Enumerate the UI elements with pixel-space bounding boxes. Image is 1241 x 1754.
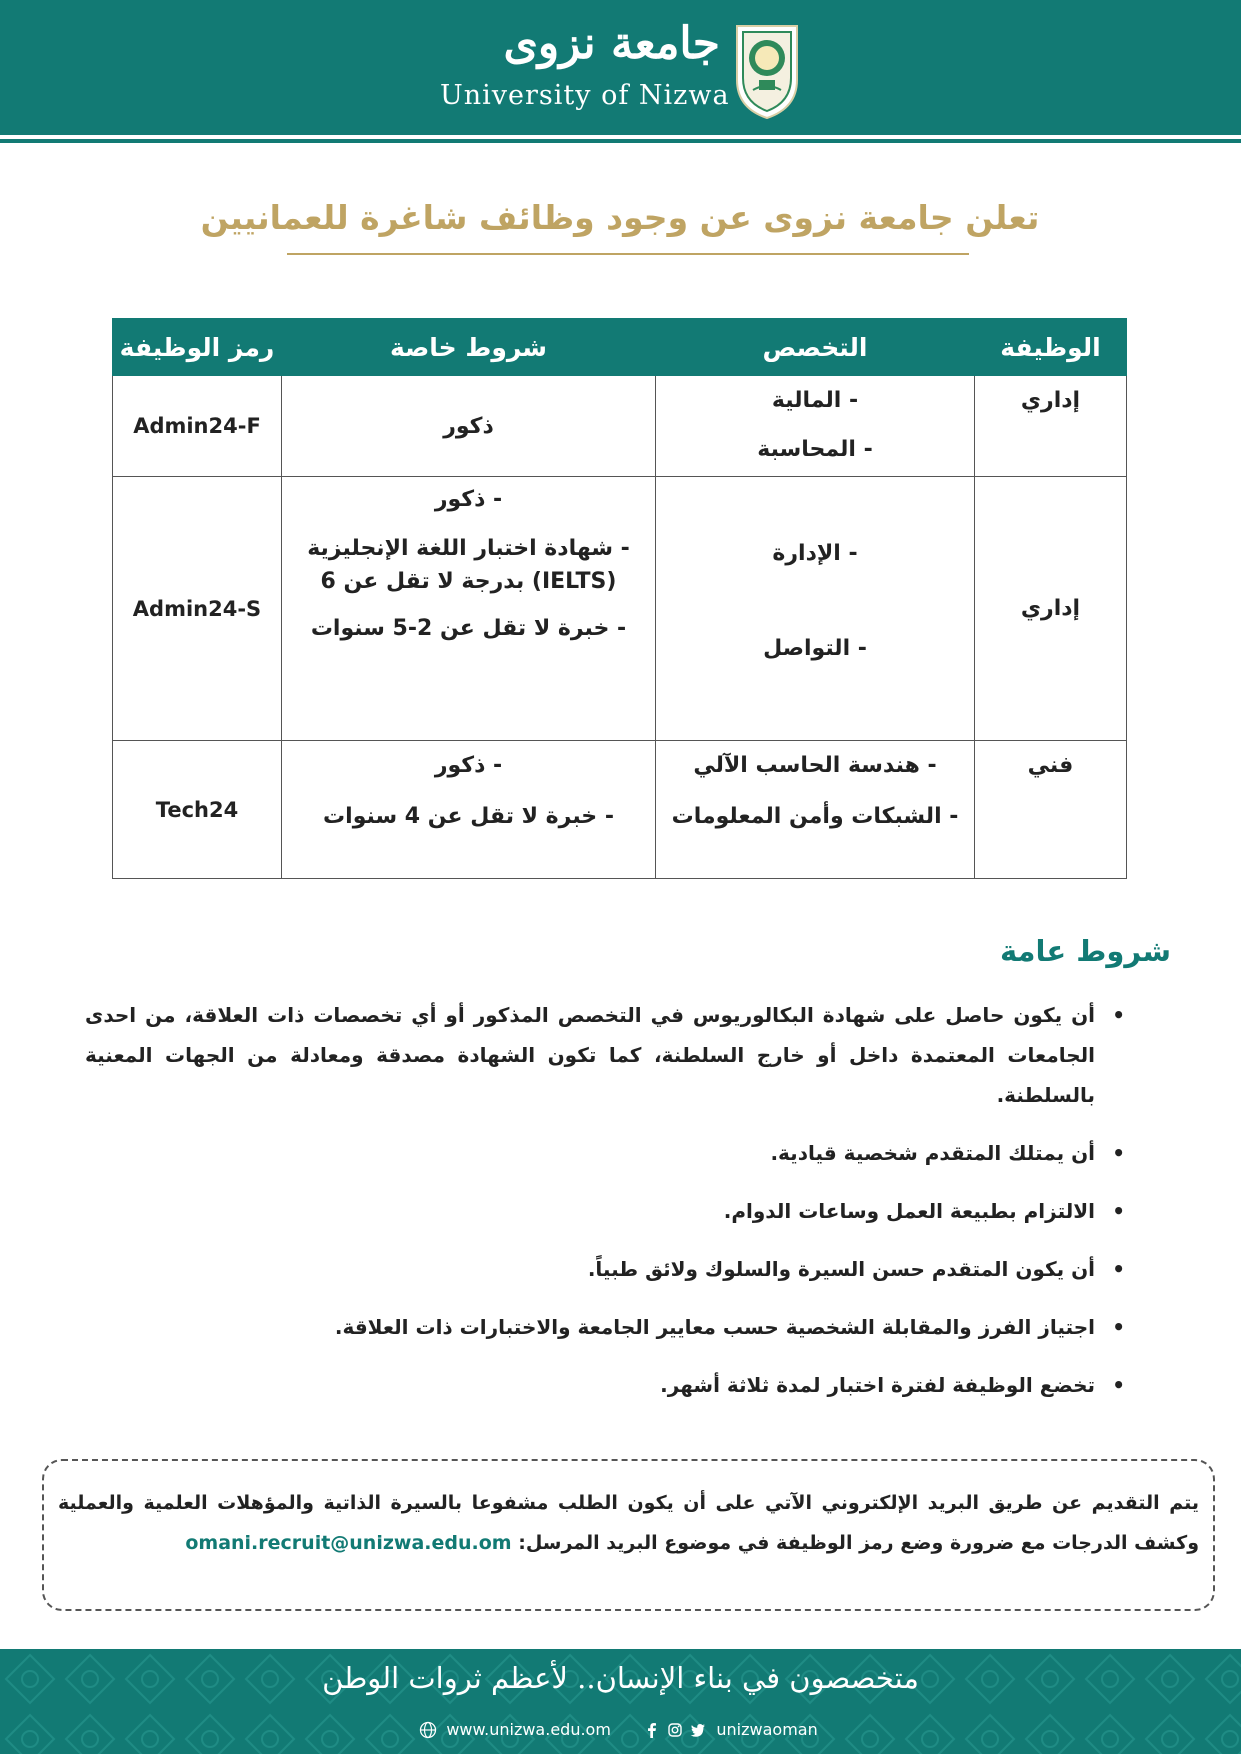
list-item <box>85 1249 1125 1289</box>
footer <box>0 1649 1241 1754</box>
header-code: رمز الوظيفة <box>113 319 282 376</box>
university-logo[interactable] <box>440 18 805 123</box>
header-specialty: التخصص <box>656 319 975 376</box>
job-cell <box>975 376 1127 477</box>
specialty-item: - التواصل <box>763 636 867 661</box>
specialty-cell <box>656 477 975 741</box>
header-conditions: شروط خاصة <box>282 319 656 376</box>
specialty-item: - هندسة الحاسب الآلي <box>693 753 937 778</box>
table-row <box>113 376 1127 477</box>
condition-item: - شهادة اختبار اللغة الإنجليزية (IELTS) بدرجة لا تقل عن 6 <box>307 536 630 594</box>
header-divider <box>0 139 1241 143</box>
logo-arabic-name: جامعة نزوى <box>503 18 720 69</box>
footer-contact <box>0 1719 1241 1739</box>
job-cell <box>975 477 1127 741</box>
bullet-icon: • <box>1112 1315 1125 1339</box>
job-code: Tech24 <box>113 741 282 879</box>
footer-slogan: متخصصون في بناء الإنسان.. لأعظم ثروات الوطن <box>322 1661 919 1695</box>
condition-item: - ذكور <box>434 753 503 778</box>
bullet-icon: • <box>1112 1003 1125 1027</box>
conditions-cell <box>282 477 656 741</box>
list-item <box>85 1191 1125 1231</box>
jobs-table <box>112 318 1127 879</box>
specialty-cell <box>656 741 975 879</box>
job-title: إداري <box>1020 388 1081 413</box>
header-banner <box>0 0 1241 135</box>
condition-text: تخضع الوظيفة لفترة اختبار لمدة ثلاثة أشهر. <box>660 1373 1095 1397</box>
specialty-cell <box>656 376 975 477</box>
list-item <box>85 1307 1125 1347</box>
general-conditions-title: شروط عامة <box>999 934 1171 968</box>
table-header-row <box>113 319 1127 376</box>
table-row <box>113 477 1127 741</box>
condition-item: ذكور <box>443 413 494 439</box>
university-seal-icon <box>729 20 805 120</box>
condition-text: اجتياز الفرز والمقابلة الشخصية حسب معايير الجامعة والاختبارات ذات العلاقة. <box>334 1315 1095 1339</box>
condition-text: أن يكون المتقدم حسن السيرة والسلوك ولائق طبياً. <box>587 1257 1095 1281</box>
job-code: Admin24-S <box>113 477 282 741</box>
application-text <box>58 1483 1199 1563</box>
condition-text: الالتزام بطبيعة العمل وساعات الدوام. <box>723 1199 1095 1223</box>
bullet-icon: • <box>1112 1141 1125 1165</box>
title-underline <box>287 253 969 255</box>
logo-english-name: University of Nizwa <box>440 80 730 111</box>
bullet-icon: • <box>1112 1257 1125 1281</box>
job-title: إداري <box>1020 596 1081 621</box>
conditions-cell <box>282 376 656 477</box>
application-email-link[interactable]: omani.recruit@unizwa.edu.om <box>185 1532 512 1554</box>
condition-text: أن يكون حاصل على شهادة البكالوريوس في التخصص المذكور أو أي تخصصات ذات العلاقة، من احدى الجامعات المعتمدة داخل أو خارج السلطنة، كما تكون الشهادة مصدقة ومعادلة من الجهات المعنية بالسلطنة. <box>85 1003 1095 1107</box>
application-instructions: يتم التقديم عن طريق البريد الإلكتروني الآتي على أن يكون الطلب مشفوعا بالسيرة الذاتية والمؤهلات العلمية والعملية وكشف الدرجات مع ضرورة وضع رمز الوظيفة في موضوع البريد المرسل: <box>58 1492 1199 1554</box>
bullet-icon: • <box>1112 1199 1125 1223</box>
job-cell <box>975 741 1127 879</box>
globe-icon <box>419 1721 437 1739</box>
job-title: فني <box>1027 753 1074 778</box>
list-item <box>85 1133 1125 1173</box>
twitter-icon[interactable] <box>689 1721 707 1739</box>
list-item <box>85 1365 1125 1405</box>
bullet-icon: • <box>1112 1373 1125 1397</box>
general-conditions-list <box>85 995 1125 1423</box>
page-title: تعلن جامعة نزوى عن وجود وظائف شاغرة للعمانيين <box>200 198 1040 237</box>
conditions-cell <box>282 741 656 879</box>
condition-item: - ذكور <box>434 487 503 512</box>
footer-social-handle[interactable]: unizwaoman <box>716 1720 818 1739</box>
list-item <box>85 995 1125 1115</box>
condition-text: أن يمتلك المتقدم شخصية قيادية. <box>770 1141 1095 1165</box>
table-row <box>113 741 1127 879</box>
application-info-box <box>42 1459 1215 1611</box>
condition-item: - خبرة لا تقل عن 2-5 سنوات <box>310 616 627 641</box>
header-job: الوظيفة <box>975 319 1127 376</box>
specialty-item: - الشبكات وأمن المعلومات <box>671 804 959 829</box>
footer-website-link[interactable]: www.unizwa.edu.om <box>446 1720 611 1739</box>
specialty-item: - المحاسبة <box>757 437 873 462</box>
condition-item: - خبرة لا تقل عن 4 سنوات <box>323 804 614 829</box>
specialty-item: - المالية <box>771 388 859 413</box>
job-code: Admin24-F <box>113 376 282 477</box>
specialty-item: - الإدارة <box>772 541 858 566</box>
facebook-icon[interactable] <box>643 1721 661 1739</box>
instagram-icon[interactable] <box>666 1721 684 1739</box>
